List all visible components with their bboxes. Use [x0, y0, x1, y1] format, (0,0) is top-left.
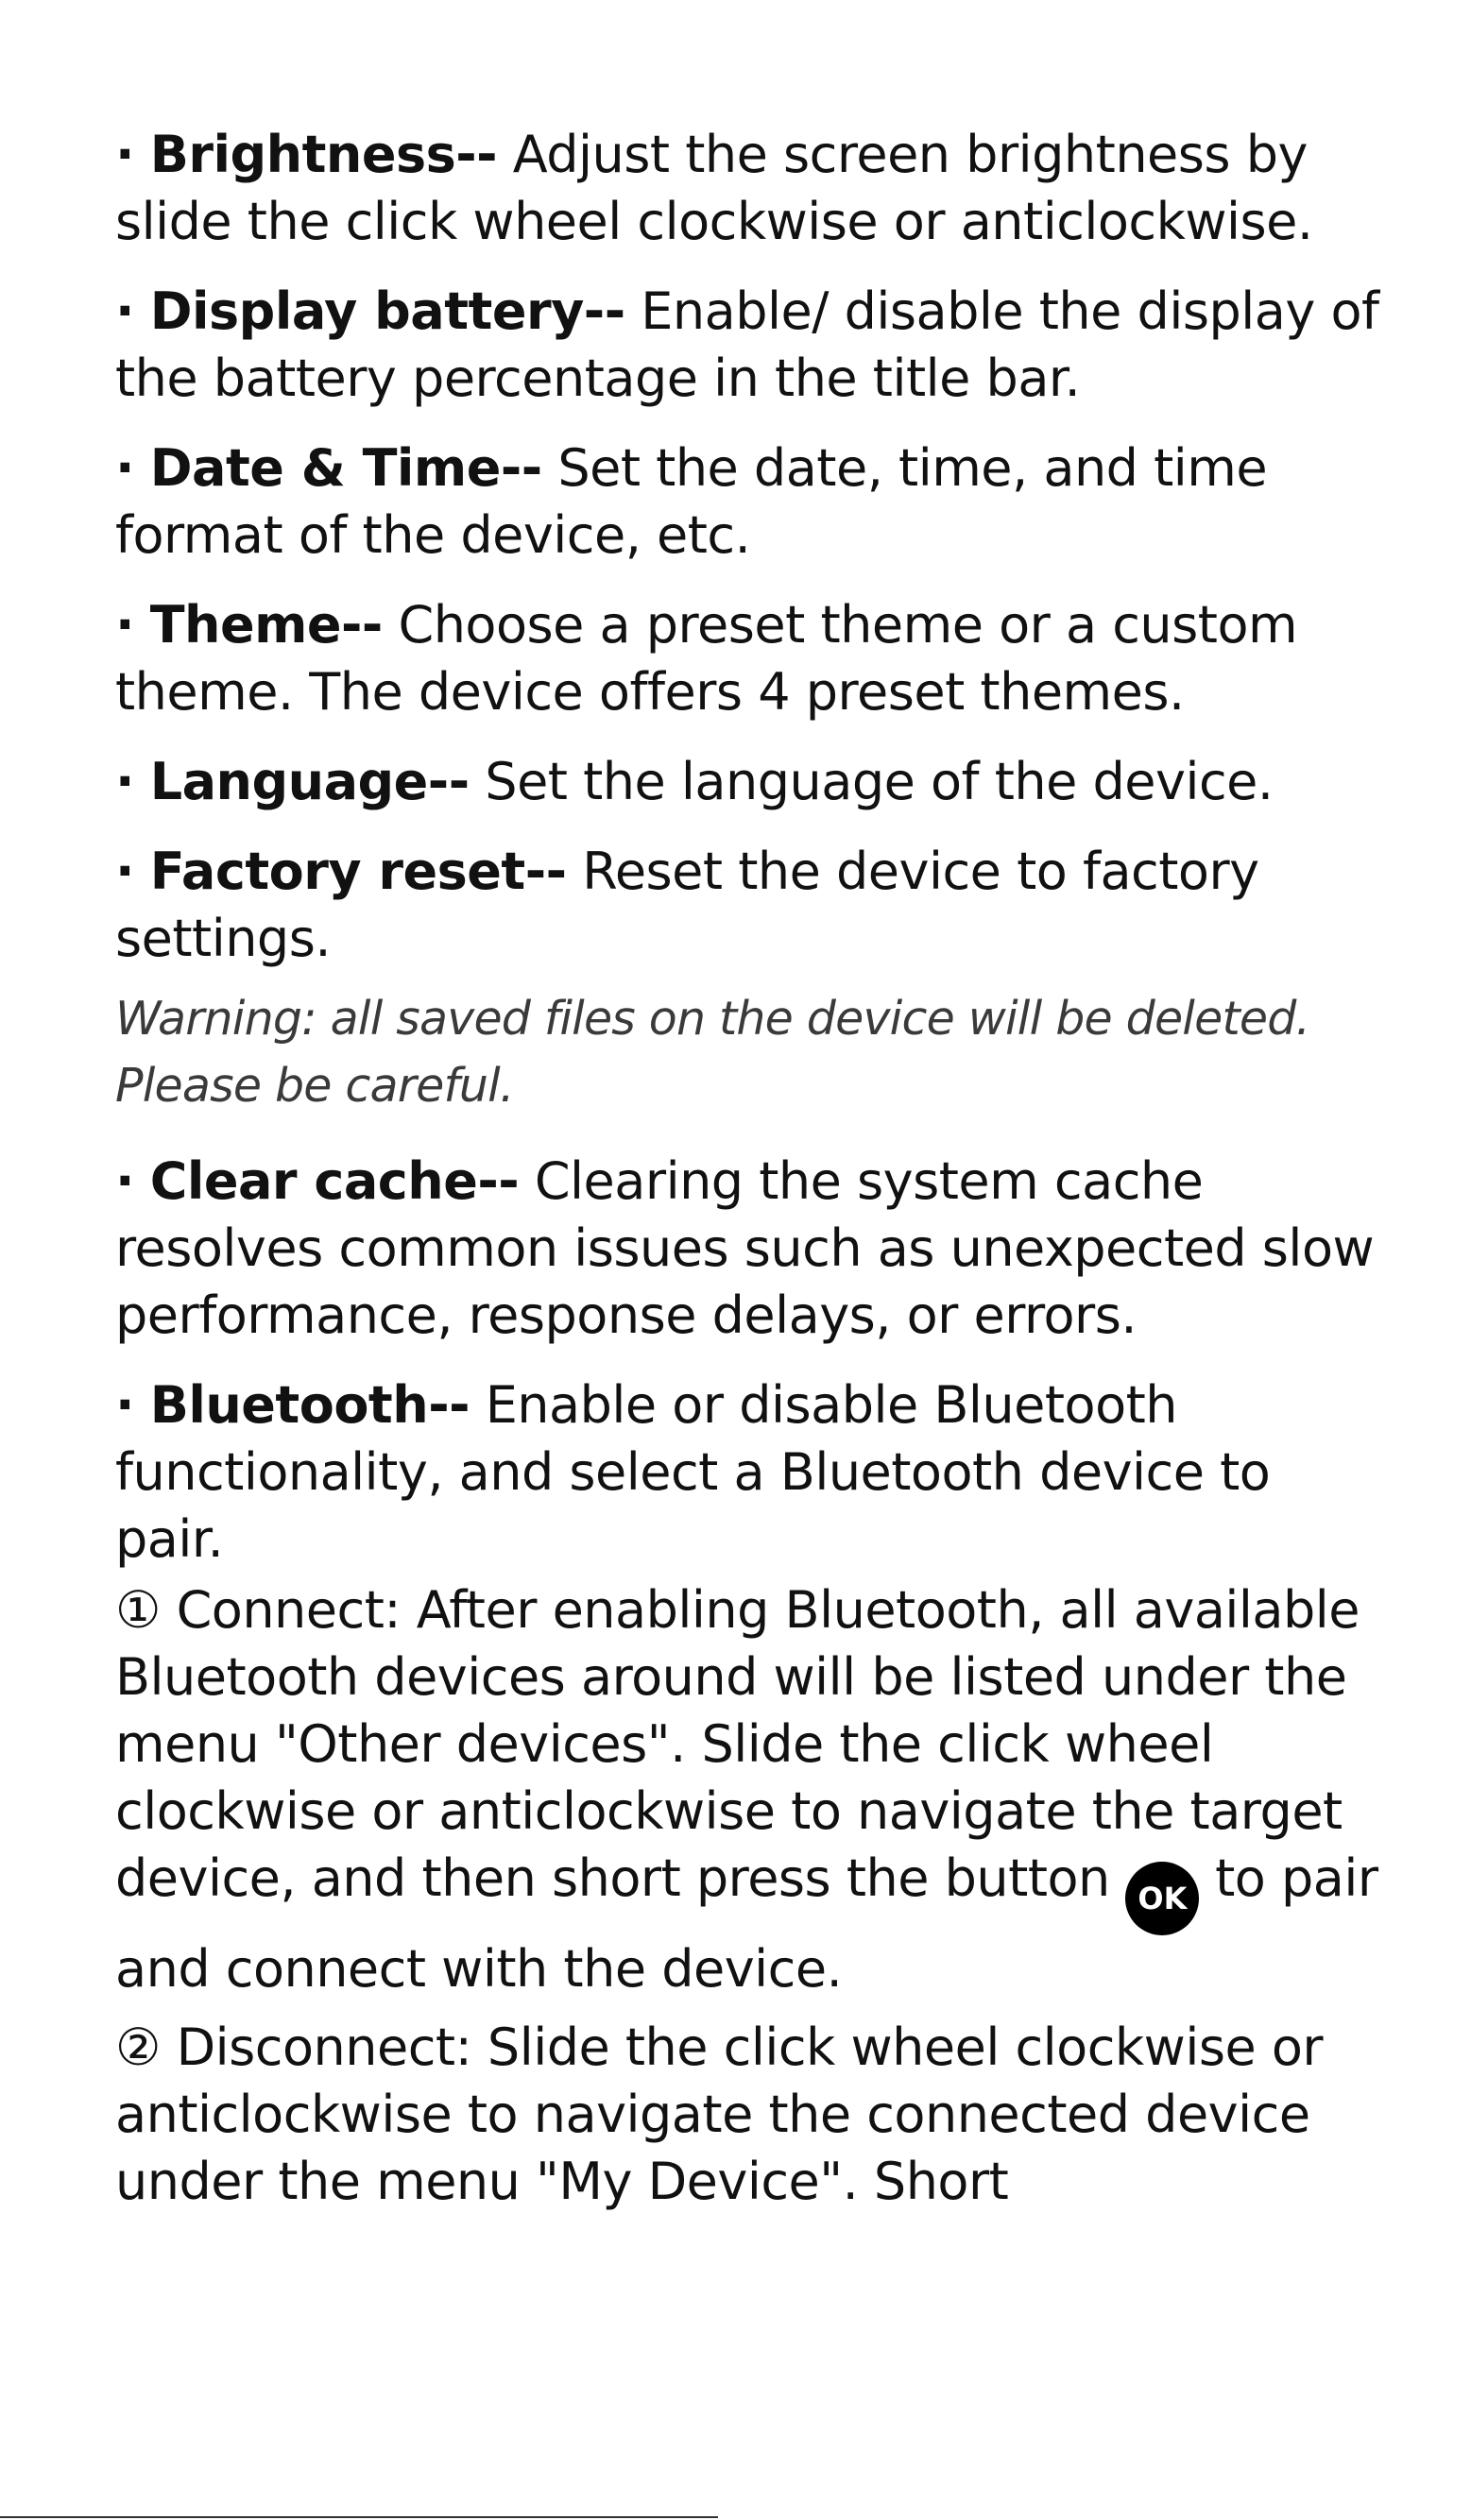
- description-language: Set the language of the device.: [485, 752, 1274, 811]
- setting-factory-reset: [115, 838, 1381, 972]
- setting-theme: [115, 591, 1381, 725]
- bluetooth-step-connect: [115, 1576, 1381, 2002]
- bluetooth-step-disconnect: [115, 2014, 1381, 2215]
- term-bluetooth: Bluetooth--: [149, 1375, 470, 1435]
- factory-reset-warning: Warning: all saved files on the device will be deleted. Please be careful.: [115, 992, 1310, 1113]
- page-bottom-rule: [0, 2516, 718, 2518]
- bullet: ·: [115, 438, 135, 498]
- description-factory-reset: Reset the device to factory settings.: [115, 842, 1259, 968]
- bullet: ·: [115, 1375, 135, 1435]
- description-brightness: Adjust the screen brightness by slide the click wheel clockwise or anticlockwise.: [115, 125, 1313, 251]
- setting-language: [115, 748, 1381, 815]
- description-date-time: Set the date, time, and time format of the device, etc.: [115, 438, 1268, 565]
- step-connect-text: Connect: After enabling Bluetooth, all available Bluetooth devices around will be listed under the menu "Other devices". Slide the click wheel clockwise or anticlockwise to navigate the target device, and then short press the button: [115, 1580, 1360, 1908]
- setting-clear-cache: [115, 1148, 1381, 1349]
- description-theme: Choose a preset theme or a custom theme. The device offers 4 preset themes.: [115, 595, 1298, 722]
- step-number-2: ②: [115, 2018, 161, 2077]
- term-brightness: Brightness--: [149, 125, 498, 184]
- bullet: ·: [115, 595, 135, 655]
- step-number-1: ①: [115, 1580, 161, 1640]
- term-date-time: Date & Time--: [149, 438, 542, 498]
- description-clear-cache: Clearing the system cache resolves common issues such as unexpected slow performance, response delays, or errors.: [115, 1151, 1375, 1345]
- description-bluetooth: Enable or disable Bluetooth functionality, and select a Bluetooth device to pair.: [115, 1375, 1271, 1569]
- term-factory-reset: Factory reset--: [149, 842, 567, 901]
- term-language: Language--: [149, 752, 470, 811]
- description-display-battery: Enable/ disable the display of the battery percentage in the title bar.: [115, 281, 1379, 408]
- ok-button-icon: OK: [1125, 1862, 1199, 1935]
- manual-page: [115, 121, 1381, 2226]
- bullet: ·: [115, 842, 135, 901]
- bullet: ·: [115, 1151, 135, 1211]
- setting-date-time: [115, 434, 1381, 569]
- term-display-battery: Display battery--: [149, 281, 625, 341]
- step-connect-text-after: to pair and connect with the device.: [115, 1848, 1378, 1999]
- bullet: ·: [115, 281, 135, 341]
- term-clear-cache: Clear cache--: [149, 1151, 520, 1211]
- setting-bluetooth: [115, 1371, 1381, 1573]
- setting-display-battery: [115, 278, 1381, 412]
- setting-brightness: [115, 121, 1381, 255]
- bullet: ·: [115, 125, 135, 184]
- step-disconnect-text: Disconnect: Slide the click wheel clockwise or anticlockwise to navigate the connected device under the menu "My Device". Short: [115, 2018, 1324, 2211]
- bullet: ·: [115, 752, 135, 811]
- term-theme: Theme--: [149, 595, 383, 655]
